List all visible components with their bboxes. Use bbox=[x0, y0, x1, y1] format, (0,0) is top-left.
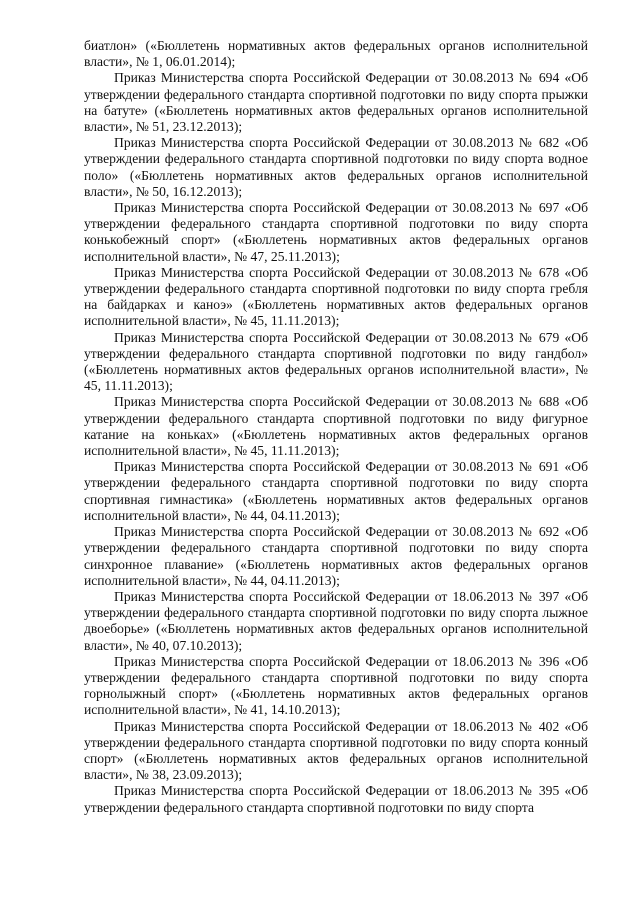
paragraph-order-402: Приказ Министерства спорта Российской Федерации от 18.06.2013 № 402 «Об утверждении федерального стандарта спортивной подготовки по виду спорта конный спорт» («Бюллетень нормативных актов федеральных органов исполнительной власти», № 38, 23.09.2013); bbox=[84, 718, 588, 783]
paragraph-order-692: Приказ Министерства спорта Российской Федерации от 30.08.2013 № 692 «Об утверждении федерального стандарта спортивной подготовки по виду спорта синхронное плавание» («Бюллетень нормативных актов федеральных органов исполнительной власти», № 44, 04.11.2013); bbox=[84, 524, 588, 588]
paragraph-order-697: Приказ Министерства спорта Российской Федерации от 30.08.2013 № 697 «Об утверждении федерального стандарта спортивной подготовки по виду спорта конькобежный спорт» («Бюллетень нормативных актов федеральных органов исполнительной власти», № 47, 25.11.2013); bbox=[84, 200, 588, 264]
paragraph-order-691: Приказ Министерства спорта Российской Федерации от 30.08.2013 № 691 «Об утверждении федерального стандарта спортивной подготовки по виду спорта спортивная гимнастика» («Бюллетень нормативных актов федеральных органов исполнительной власти», № 44, 04.11.2013); bbox=[84, 459, 588, 523]
paragraph-order-395: Приказ Министерства спорта Российской Федерации от 18.06.2013 № 395 «Об утверждении федерального стандарта спортивной подготовки по виду спорта bbox=[84, 783, 588, 815]
paragraph-order-397: Приказ Министерства спорта Российской Федерации от 18.06.2013 № 397 «Об утверждении федерального стандарта спортивной подготовки по виду спорта лыжное двоеборье» («Бюллетень нормативных актов федеральных органов исполнительной власти», № 40, 07.10.2013); bbox=[84, 588, 588, 653]
paragraph-continuation: биатлон» («Бюллетень нормативных актов федеральных органов исполнительной власти», № 1, 06.01.2014); bbox=[84, 38, 588, 70]
paragraph-order-678: Приказ Министерства спорта Российской Федерации от 30.08.2013 № 678 «Об утверждении федерального стандарта спортивной подготовки по виду спорта гребля на байдарках и каноэ» («Бюллетень нормативных актов федеральных органов исполнительной власти», № 45, 11.11.2013); bbox=[84, 264, 588, 329]
paragraph-order-694: Приказ Министерства спорта Российской Федерации от 30.08.2013 № 694 «Об утверждении федерального стандарта спортивной подготовки по виду спорта прыжки на батуте» («Бюллетень нормативных актов федеральных органов исполнительной власти», № 51, 23.12.2013); bbox=[84, 70, 588, 135]
paragraph-order-688: Приказ Министерства спорта Российской Федерации от 30.08.2013 № 688 «Об утверждении федерального стандарта спортивной подготовки по виду фигурное катание на коньках» («Бюллетень нормативных актов федеральных органов исполнительной власти», № 45, 11.11.2013); bbox=[84, 394, 588, 459]
paragraph-order-679: Приказ Министерства спорта Российской Федерации от 30.08.2013 № 679 «Об утверждении федерального стандарта спортивной подготовки по виду гандбол» («Бюллетень нормативных актов федеральных органов исполнительной власти», № 45, 11.11.2013); bbox=[84, 329, 588, 394]
document-body bbox=[84, 38, 588, 816]
paragraph-order-396: Приказ Министерства спорта Российской Федерации от 18.06.2013 № 396 «Об утверждении федерального стандарта спортивной подготовки по виду спорта горнолыжный спорт» («Бюллетень нормативных актов федеральных органов исполнительной власти», № 41, 14.10.2013); bbox=[84, 653, 588, 718]
paragraph-order-682: Приказ Министерства спорта Российской Федерации от 30.08.2013 № 682 «Об утверждении федерального стандарта спортивной подготовки по виду спорта водное поло» («Бюллетень нормативных актов федеральных органов исполнительной власти», № 50, 16.12.2013); bbox=[84, 135, 588, 199]
